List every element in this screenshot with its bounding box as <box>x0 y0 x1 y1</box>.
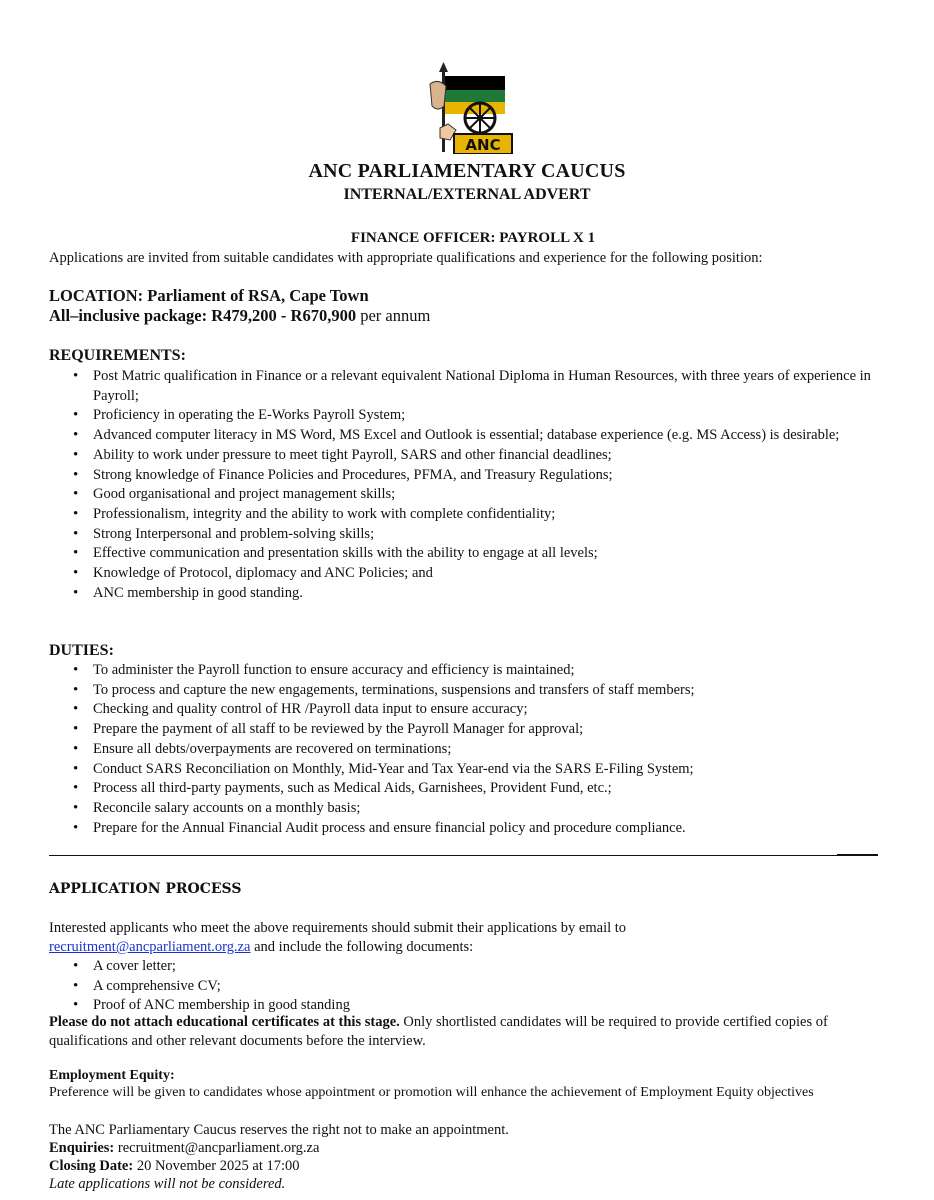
section-divider <box>49 855 878 856</box>
list-item: • Conduct SARS Reconciliation on Monthly, Mid-Year and Tax Year-end via the SARS E-Filing System; <box>49 760 889 780</box>
list-item: • Strong knowledge of Finance Policies and Procedures, PFMA, and Treasury Regulations; <box>49 466 889 486</box>
advert-type: INTERNAL/EXTERNAL ADVERT <box>343 186 591 203</box>
reserve-right-text: The ANC Parliamentary Caucus reserves the right not to make an appointment. <box>49 1122 509 1138</box>
equity-text: Preference will be given to candidates whose appointment or promotion will enhance the achievement of Employment Equity objectives <box>49 1085 814 1100</box>
spear-tip <box>439 62 448 72</box>
list-item: • Good organisational and project management skills; <box>49 485 889 505</box>
list-item: • Professionalism, integrity and the ability to work with complete confidentiality; <box>49 505 889 525</box>
list-item: • Prepare the payment of all staff to be reviewed by the Payroll Manager for approval; <box>49 720 889 740</box>
list-item: • Advanced computer literacy in MS Word, MS Excel and Outlook is essential; database experience (e.g. MS Access) is desirable; <box>49 426 889 446</box>
list-item: • Process all third-party payments, such as Medical Aids, Garnishees, Provident Fund, etc.; <box>49 779 889 799</box>
package-amount: All–inclusive package: R479,200 - R670,900 <box>49 306 357 325</box>
certificates-notice <box>49 1013 899 1051</box>
package <box>49 306 430 326</box>
closing-date-label: Closing Date: <box>49 1158 134 1174</box>
duties-heading: DUTIES: <box>49 642 114 659</box>
list-item: • Ability to work under pressure to meet tight Payroll, SARS and other financial deadlines; <box>49 446 889 466</box>
position-title: FINANCE OFFICER: PAYROLL X 1 <box>350 230 596 246</box>
flag-green-stripe <box>445 90 505 102</box>
requirements-heading: REQUIREMENTS: <box>49 347 186 364</box>
list-item: • Knowledge of Protocol, diplomacy and ANC Policies; and <box>49 564 889 584</box>
equity-heading: Employment Equity: <box>49 1068 175 1083</box>
enquiries-value: recruitment@ancparliament.org.za <box>114 1140 320 1156</box>
location: LOCATION: Parliament of RSA, Cape Town <box>49 286 369 305</box>
divider-accent <box>837 854 878 856</box>
notice-rest: Only shortlisted candidates will be required to provide certified copies of qualifications and other relevant documents before the interview. <box>49 1014 828 1049</box>
list-item: • Strong Interpersonal and problem-solving skills; <box>49 525 889 545</box>
application-instructions-end: and include the following documents: <box>250 939 474 955</box>
list-item: • Prepare for the Annual Financial Audit process and ensure financial policy and procedure compliance. <box>49 819 889 839</box>
closing-date-value: 20 November 2025 at 17:00 <box>133 1158 300 1174</box>
list-item: • Proficiency in operating the E-Works Payroll System; <box>49 406 889 426</box>
list-item: • A comprehensive CV; <box>49 977 889 997</box>
application-text <box>49 919 899 957</box>
notice-bold: Please do not attach educational certificates at this stage. <box>49 1014 400 1030</box>
list-item: • Reconcile salary accounts on a monthly basis; <box>49 799 889 819</box>
list-item: • To process and capture the new engagements, terminations, suspensions and transfers of staff members; <box>49 681 889 701</box>
enquiries <box>49 1140 319 1157</box>
list-item: • Post Matric qualification in Finance or a relevant equivalent National Diploma in Human Resources, with three years of experience in Payroll; <box>49 367 889 406</box>
email-link[interactable]: recruitment@ancparliament.org.za <box>49 939 251 955</box>
closing-date <box>49 1158 300 1175</box>
list-item: • ANC membership in good standing. <box>49 584 889 604</box>
flag-black-stripe <box>445 76 505 90</box>
list-item: • Proof of ANC membership in good standing <box>49 996 889 1016</box>
intro-text: Applications are invited from suitable candidates with appropriate qualifications and experience for the following position: <box>49 250 763 266</box>
list-item: • Effective communication and presentation skills with the ability to engage at all levels; <box>49 544 889 564</box>
package-suffix: per annum <box>356 306 431 325</box>
application-heading: APPLICATION PROCESS <box>49 881 242 897</box>
list-item: • To administer the Payroll function to ensure accuracy and efficiency is maintained; <box>49 661 889 681</box>
duties-list <box>49 661 889 838</box>
page-title: ANC PARLIAMENTARY CAUCUS <box>308 160 626 182</box>
enquiries-label: Enquiries: <box>49 1140 115 1156</box>
fist-icon <box>430 81 446 109</box>
list-item: • Ensure all debts/overpayments are recovered on terminations; <box>49 740 889 760</box>
late-applications-note: Late applications will not be considered. <box>49 1176 286 1192</box>
logo-text: ANC <box>465 136 501 154</box>
anc-logo <box>418 62 514 154</box>
documents-list <box>49 957 889 1016</box>
list-item: • Checking and quality control of HR /Payroll data input to ensure accuracy; <box>49 700 889 720</box>
requirements-list <box>49 367 889 603</box>
list-item: • A cover letter; <box>49 957 889 977</box>
application-instructions: Interested applicants who meet the above requirements should submit their applications by email to <box>49 920 627 936</box>
